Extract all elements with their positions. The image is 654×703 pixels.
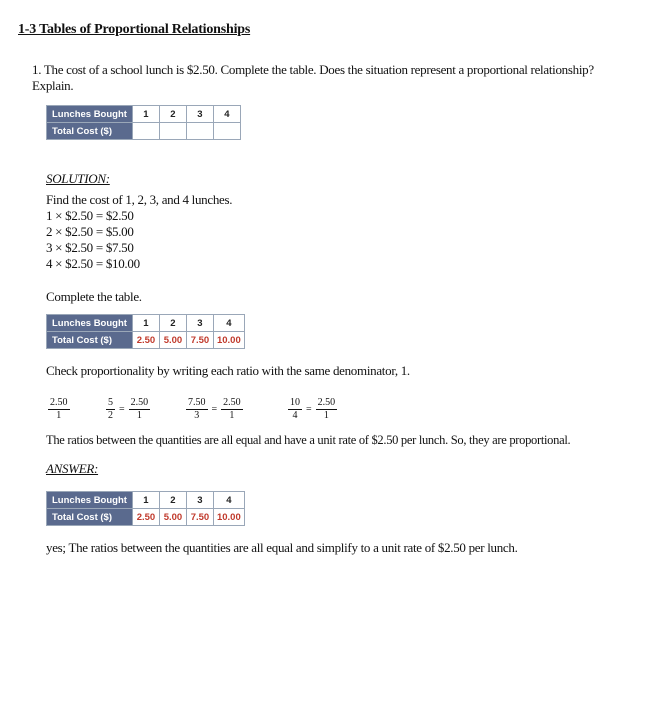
header-cost: Total Cost ($) [47,509,133,526]
cost-cell: 5.00 [159,332,186,349]
equals-sign: = [211,404,218,415]
table-row [47,492,245,509]
fraction [129,397,151,422]
cost-cell: 5.00 [159,509,186,526]
header-cost: Total Cost ($) [47,123,133,140]
table-cell: 2 [159,106,186,123]
table-cell-empty [159,123,186,140]
table-cell: 3 [186,106,213,123]
cost-cell: 7.50 [186,332,213,349]
table-cell: 4 [213,492,244,509]
ratios-text: The ratios between the quantities are all equal and have a unit rate of $2.50 per lunch. So, they are proportional. [46,433,571,447]
equals-sign: = [119,404,125,415]
denominator: 2 [108,410,113,421]
table-row [47,332,245,349]
table-cell: 1 [132,315,159,332]
table-cell: 4 [213,106,240,123]
equals-sign: = [306,404,312,415]
ratio-1 [46,397,72,422]
page-title: 1-3 Tables of Proportional Relationships [18,22,251,37]
answer-label: ANSWER: [46,461,99,476]
fraction [48,397,70,422]
numerator: 2.50 [317,397,336,408]
numerator: 2.50 [50,397,68,408]
table-cell: 2 [159,315,186,332]
table-row [47,509,245,526]
numerator: 5 [108,397,113,408]
answer-text: yes; The ratios between the quantities are all equal and simplify to a unit rate of $2.50 per lunch. [46,540,518,555]
cost-cell: 10.00 [213,332,244,349]
ratio-fractions [46,397,606,427]
numerator: 2.50 [130,397,149,408]
solution-table [46,314,245,349]
calc-line: 4 × $2.50 = $10.00 [46,256,140,271]
table-cell-empty [132,123,159,140]
calc-line: 1 × $2.50 = $2.50 [46,208,134,223]
solution-label: SOLUTION: [46,171,110,186]
denominator: 1 [136,410,142,421]
cost-cell: 7.50 [186,509,213,526]
find-text: Find the cost of 1, 2, 3, and 4 lunches. [46,192,233,207]
complete-text: Complete the table. [46,289,142,304]
numerator: 2.50 [223,397,241,408]
header-cost: Total Cost ($) [47,332,133,349]
table-cell: 1 [132,492,159,509]
fraction [221,397,243,422]
numerator: 7.50 [188,397,206,408]
table-cell: 2 [159,492,186,509]
table-cell: 4 [213,315,244,332]
table-cell: 3 [186,315,213,332]
answer-table [46,491,245,526]
fraction [288,397,302,422]
ratio-4 [286,397,339,422]
denominator: 3 [194,410,200,421]
table-row [47,315,245,332]
table-row [47,123,241,140]
numerator: 10 [290,397,300,408]
fraction [106,397,115,422]
calc-line: 2 × $2.50 = $5.00 [46,224,134,239]
ratio-3 [184,397,245,422]
ratio-2 [104,397,152,422]
table-row [47,106,241,123]
cost-cell: 2.50 [132,332,159,349]
denominator: 1 [229,410,235,421]
denominator: 4 [292,410,298,421]
table-cell: 3 [186,492,213,509]
table-cell-empty [213,123,240,140]
header-lunches: Lunches Bought [47,492,133,509]
check-text: Check proportionality by writing each ratio with the same denominator, 1. [46,363,410,378]
cost-cell: 10.00 [213,509,244,526]
fraction [186,397,208,422]
header-lunches: Lunches Bought [47,315,133,332]
denominator: 1 [323,410,329,421]
question-table [46,105,241,140]
cost-cell: 2.50 [132,509,159,526]
calc-line: 3 × $2.50 = $7.50 [46,240,134,255]
table-cell-empty [186,123,213,140]
question-text: 1. The cost of a school lunch is $2.50. Complete the table. Does the situation represent a proportional relationship? Explain. [32,62,594,93]
table-cell: 1 [132,106,159,123]
fraction [316,397,338,422]
denominator: 1 [56,410,62,421]
header-lunches: Lunches Bought [47,106,133,123]
